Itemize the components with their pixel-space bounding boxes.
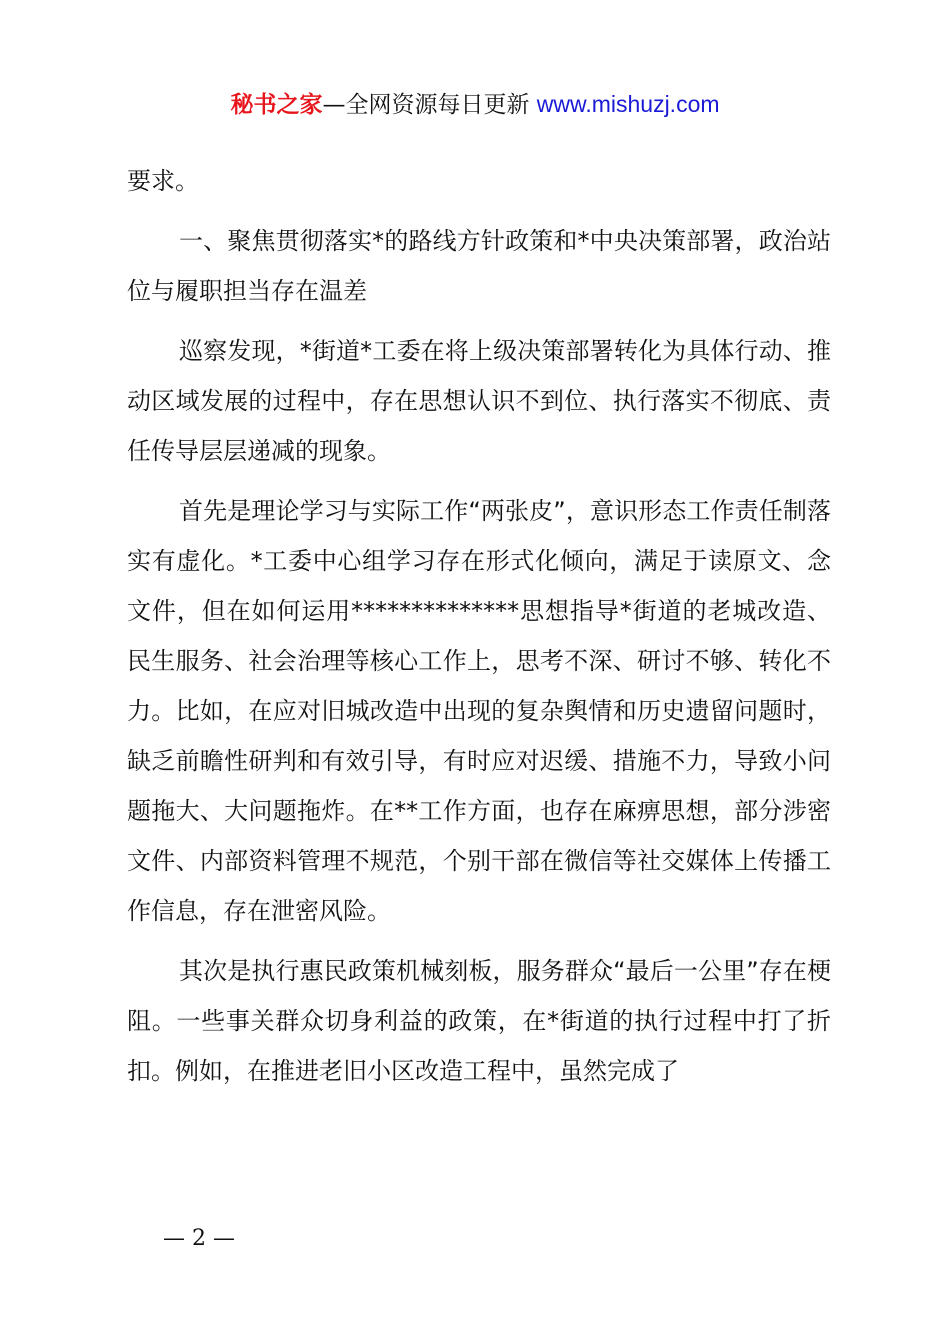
site-header: [0, 86, 950, 123]
paragraph: 巡察发现，*街道*工委在将上级决策部署转化为具体行动、推动区域发展的过程中，存在思想认识不到位、执行落实不彻底、责任传导层层递减的现象。: [127, 337, 831, 465]
paragraph-continuation: 要求。: [127, 167, 199, 195]
page-number: — 2 —: [163, 1226, 235, 1251]
paragraph: 首先是理论学习与实际工作“两张皮”，意识形态工作责任制落实有虚化。*工委中心组学习存在形式化倾向，满足于读原文、念文件，但在如何运用**************思想指导*街道的老城改造、民生服务、社会治理等核心工作上，思考不深、研讨不够、转化不力。比如，在应对旧城改造中出现的复杂舆情和历史遗留问题时，缺乏前瞻性研判和有效引导，有时应对迟缓、措施不力，导致小问题拖大、大问题拖炸。在**工作方面，也存在麻痹思想，部分涉密文件、内部资料管理不规范，个别干部在微信等社交媒体上传播工作信息，存在泄密风险。: [127, 497, 831, 925]
paragraph: 其次是执行惠民政策机械刻板，服务群众“最后一公里”存在梗阻。一些事关群众切身利益的政策，在*街道的执行过程中打了折扣。例如，在推进老旧小区改造工程中，虽然完成了: [127, 957, 831, 1085]
brand-name: 秘书之家: [230, 92, 323, 118]
header-tagline: —全网资源每日更新: [322, 92, 537, 118]
document-body: [127, 156, 831, 1106]
section-heading: 一、聚焦贯彻落实*的路线方针政策和*中央决策部署，政治站位与履职担当存在温差: [127, 227, 831, 305]
site-url-link[interactable]: www.mishuzj.com: [536, 91, 720, 117]
